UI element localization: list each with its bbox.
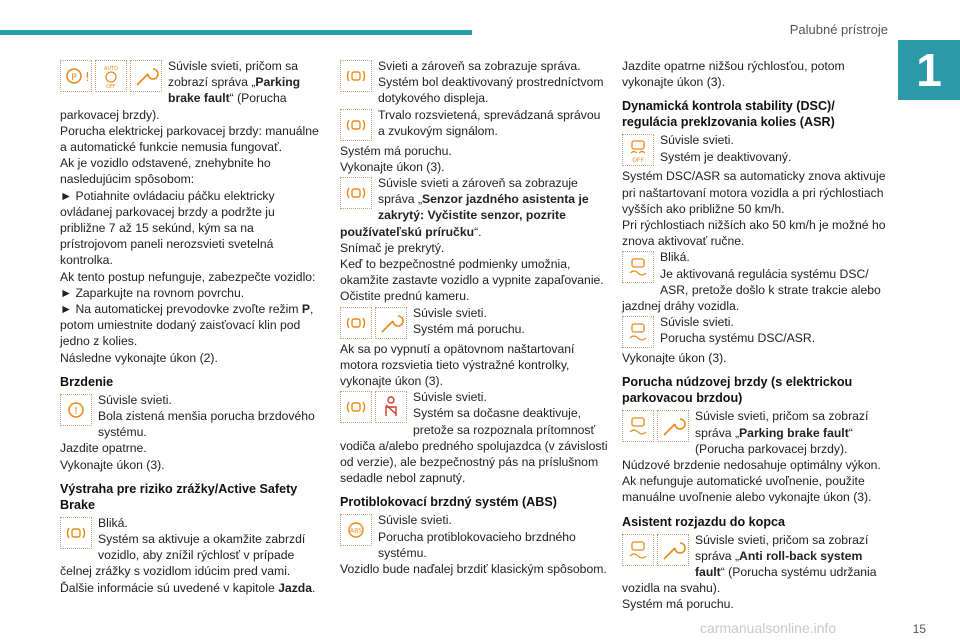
icon-group-hill [622, 534, 689, 566]
paragraph: Vykonajte úkon (3). [340, 159, 445, 174]
paragraph: Ak sa po vypnutí a opätovnom naštartovaní motora rozsvietia tieto výstražné kontrolky, vykonajte úkon (3). [340, 341, 575, 389]
header-bar [0, 30, 472, 35]
paragraph: Ak nefunguje automatické uvoľnenie, použite manuálne uvoľnenie alebo vykonajte úkon (3). [622, 474, 872, 505]
heading-brzdenie: Brzdenie [60, 374, 114, 389]
bullet-item: ► Potiahnite ovládaciu páčku elektricky ovládanej parkovacej brzdy a podržte ju približne 7 až 15 sekúnd, kým sa na prístrojovom paneli nerozsvieti svetelná kontrolka. [60, 188, 275, 268]
bullet-item: ► Zaparkujte na rovnom povrchu. [60, 285, 245, 300]
paragraph: Bola zistená menšia porucha brzdového systému. [98, 409, 315, 440]
icon-group-dsc [622, 251, 654, 283]
page-number: 15 [912, 622, 926, 636]
icon-group-d [340, 307, 407, 339]
paragraph: Súvisle svieti. [413, 305, 487, 320]
collision-warning-icon [60, 517, 92, 549]
paragraph: Súvisle svieti. [98, 392, 172, 407]
paragraph: Súvisle svieti a zároveň sa zobrazuje správa „Senzor jazdného asistenta je zakrytý: Vyčistite senzor, pozrite používateľskú príručku“. [340, 176, 589, 239]
dsc-icon [622, 534, 654, 566]
paragraph: Ak je vozidlo odstavené, znehybnite ho nasledujúcim spôsobom: [60, 156, 271, 187]
wrench-icon [130, 60, 162, 92]
svg-text:OFF: OFF [106, 84, 116, 90]
heading-emergency-brake: Porucha núdzovej brzdy (s elektrickou parkovacou brzdou) [622, 375, 853, 406]
icon-group-collision [60, 517, 92, 549]
paragraph: Ak tento postup nefunguje, zabezpečte vozidlo: [60, 269, 316, 284]
collision-warning-icon [340, 109, 372, 141]
heading-abs: Protiblokovací brzdný systém (ABS) [340, 495, 557, 510]
paragraph: Porucha elektrickej parkovacej brzdy: manuálne a automatické funkcie nemusia fungovať. [60, 123, 319, 155]
paragraph: Systém sa dočasne deaktivuje, pretože sa rozpoznala prítomnosť vodiča a/alebo predného spolujazdca (v závislosti od verzie), ale bezpečnostný pás na príslušnom sedadle nebol zapnutý. [340, 406, 608, 486]
paragraph: Bliká. [660, 250, 690, 265]
icon-group-dsc-2 [622, 316, 654, 348]
paragraph: Bliká. [98, 515, 128, 530]
paragraph: Vykonajte úkon (3). [60, 457, 165, 472]
paragraph: Očistite prednú kameru. [340, 289, 470, 304]
collision-warning-icon [340, 177, 372, 209]
paragraph: Systém má poruchu. [413, 321, 525, 336]
icon-group-parking-brake [60, 60, 162, 92]
heading-collision-warning: Výstraha pre riziko zrážky/Active Safety Brake [60, 481, 298, 512]
paragraph: Systém sa aktivuje a okamžite zabrzdí vozidlo, aby znížil rýchlosť v prípade čelnej zrážky s vozidlom idúcim pred vami. [60, 532, 306, 579]
icon-group-brake [60, 394, 92, 426]
paragraph: Systém je deaktivovaný. [660, 149, 792, 164]
svg-text:!: ! [85, 70, 90, 84]
paragraph: Keď to bezpečnostné podmienky umožnia, okamžite zastavte vozidlo a vypnite zapaľovanie. [340, 257, 604, 288]
paragraph: Vykonajte úkon (3). [622, 351, 727, 366]
seatbelt-icon [375, 391, 407, 423]
paragraph: Núdzové brzdenie nedosahuje optimálny výkon. [622, 458, 881, 473]
bullet-item: ► Na automatickej prevodovke zvoľte režim P, potom umiestnite dodaný zaisťovací klin pod jedno z kolies. [60, 302, 314, 349]
column-3 [622, 58, 886, 613]
paragraph: Súvisle svieti, pričom sa zobrazí správa „Parking brake fault“ (Porucha parkovacej brzdy). [695, 409, 869, 456]
icon-group-dsc-off [622, 134, 654, 166]
icon-group-abs [340, 514, 372, 546]
paragraph: Pri rýchlostiach nižších ako 50 km/h je možné ho znova aktivovať ručne. [622, 218, 886, 249]
svg-text:OFF: OFF [632, 157, 644, 165]
collision-warning-icon [340, 391, 372, 423]
paragraph: Jazdite opatrne. [60, 441, 147, 456]
paragraph: Systém bol deaktivovaný prostredníctvom dotykového displeja. [378, 75, 604, 106]
svg-text:AUTO: AUTO [103, 66, 119, 72]
paragraph: Súvisle svieti. [413, 390, 487, 405]
auto-off-icon [95, 60, 127, 92]
dsc-icon [622, 316, 654, 348]
wrench-icon [657, 534, 689, 566]
svg-text:!: ! [73, 405, 79, 417]
paragraph: Súvisle svieti. [660, 315, 734, 330]
paragraph: Súvisle svieti, pričom sa zobrazí správa „Anti roll-back system fault“ (Porucha systému udržania vozidla na svahu). [622, 532, 877, 596]
section-title: Palubné prístroje [789, 22, 888, 37]
svg-text:P: P [71, 73, 77, 83]
paragraph: Následne vykonajte úkon (2). [60, 350, 218, 365]
svg-text:ABS: ABS [350, 527, 362, 535]
parking-brake-warning-icon [60, 60, 92, 92]
paragraph: Svieti a zároveň sa zobrazuje správa. [378, 59, 581, 73]
paragraph: Trvalo rozsvietená, sprevádzaná správou a zvukovým signálom. [378, 107, 601, 138]
paragraph: Porucha protiblokovacieho brzdného systému. [378, 529, 576, 560]
icon-group-b [340, 109, 372, 141]
column-1 [60, 58, 322, 596]
icon-group-e [340, 391, 407, 423]
wrench-icon [375, 307, 407, 339]
paragraph: Súvisle svieti. [378, 513, 452, 528]
collision-warning-icon [340, 307, 372, 339]
paragraph: Súvisle svieti. [660, 133, 734, 148]
paragraph: Ďalšie informácie sú uvedené v kapitole Jazda. [60, 580, 316, 595]
wrench-icon [657, 410, 689, 442]
collision-warning-icon [340, 60, 372, 92]
paragraph: Systém má poruchu. [622, 597, 734, 612]
heading-hill-start: Asistent rozjazdu do kopca [622, 514, 786, 529]
parking-fault-text: Súvisle svieti, pričom sa zobrazí správa „Parking brake fault“ (Porucha parkovacej brzdy). [60, 59, 301, 122]
dsc-icon [622, 251, 654, 283]
heading-dsc: Dynamická kontrola stability (DSC)/ regulácia preklzovania kolies (ASR) [622, 99, 835, 130]
icon-group-c [340, 177, 372, 209]
paragraph: Je aktivovaná regulácia systému DSC/ ASR, pretože došlo k strate trakcie alebo jazdnej dráhy vozidla. [622, 266, 881, 314]
watermark: carmanualsonline.info [700, 620, 837, 636]
paragraph: Vozidlo bude naďalej brzdiť klasickým spôsobom. [340, 562, 607, 577]
paragraph: Systém má poruchu. [340, 143, 452, 158]
column-2 [340, 58, 608, 577]
icon-group-a [340, 60, 372, 92]
paragraph: Systém DSC/ASR sa automaticky znova aktivuje pri naštartovaní motora vozidla a pri rýchlostiach vyšších ako približne 50 km/h. [622, 169, 886, 216]
dsc-off-icon [622, 134, 654, 166]
paragraph: Porucha systému DSC/ASR. [660, 331, 816, 346]
abs-icon [340, 514, 372, 546]
icon-group-emergency [622, 410, 689, 442]
paragraph: Jazdite opatrne nižšou rýchlosťou, potom vykonajte úkon (3). [622, 59, 845, 90]
chapter-tab: 1 [898, 40, 960, 100]
brake-warning-icon [60, 394, 92, 426]
dsc-icon [622, 410, 654, 442]
paragraph: Snímač je prekrytý. [340, 240, 445, 255]
